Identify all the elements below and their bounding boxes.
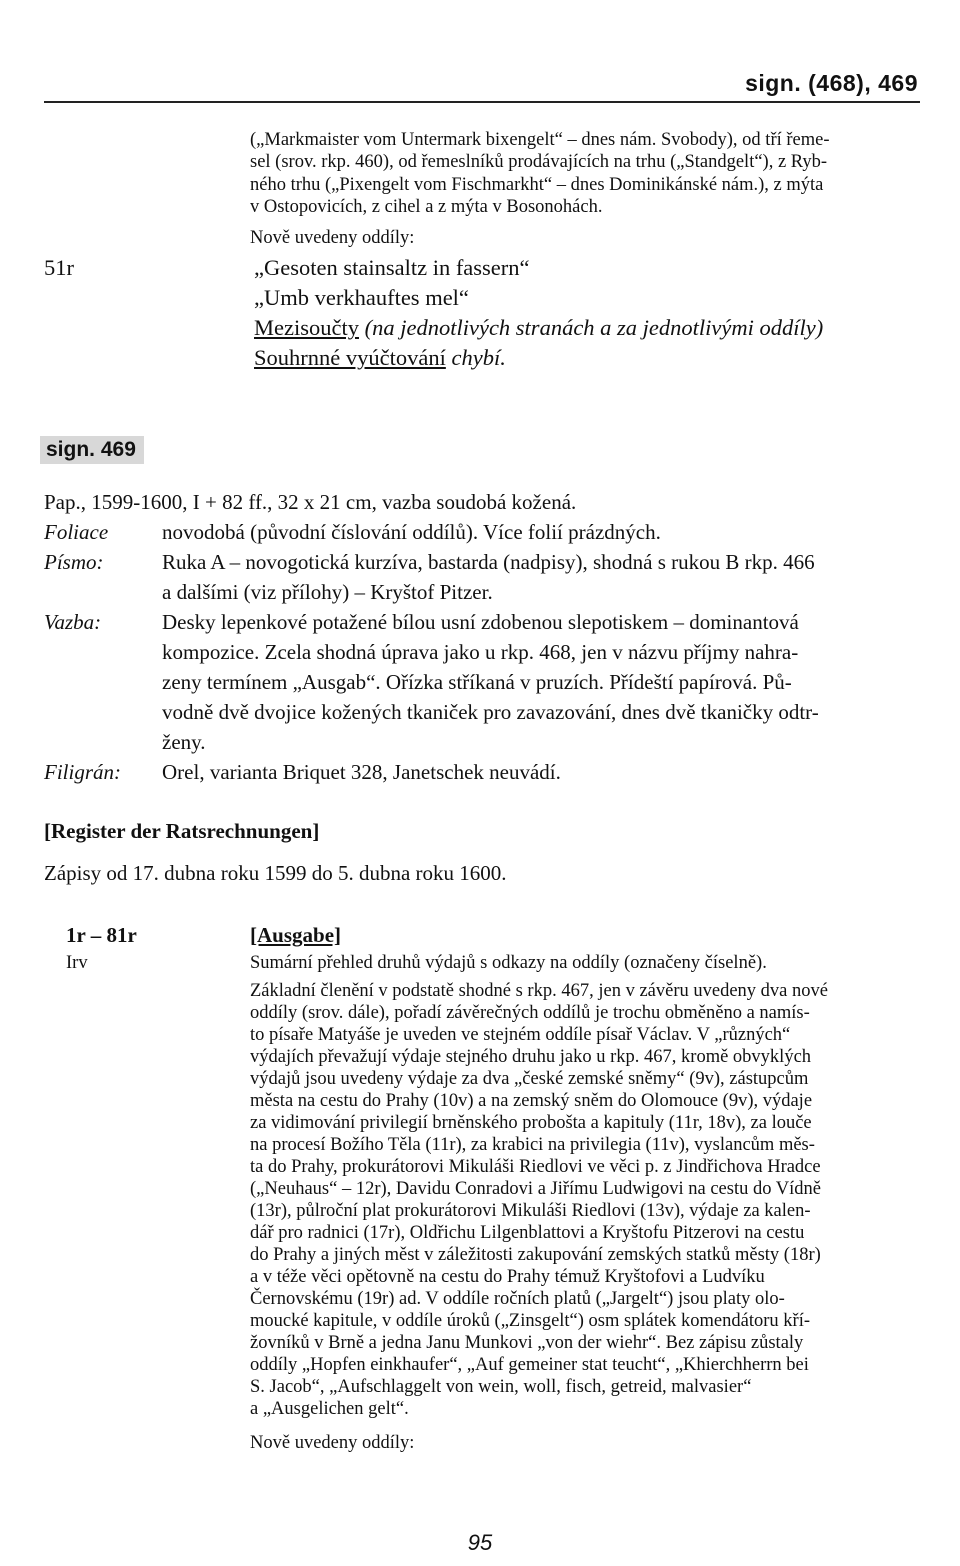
desc-text: Orel, varianta Briquet 328, Janetschek neuvádí. — [162, 760, 561, 784]
desc-label-pismo: Písmo: — [44, 550, 104, 574]
body-line: (13r), půlroční plat prokurátorovi Mikuláši Riedlovi (13v), výdaje za kalen- — [250, 1201, 811, 1221]
desc-text: novodobá (původní číslování oddílů). Více folií prázdných. — [162, 520, 661, 544]
pap-line: Pap., 1599-1600, I + 82 ff., 32 x 21 cm, vazba soudobá kožená. — [44, 490, 577, 514]
text-line: („Markmaister vom Untermark bixengelt“ – dnes nám. Svobody), od tří řeme- — [250, 130, 830, 150]
desc-label-vazba: Vazba: — [44, 610, 102, 634]
body-line: a „Ausgelichen gelt“. — [250, 1399, 409, 1419]
summary-line — [254, 343, 506, 372]
folio-ref: 51r — [44, 255, 74, 280]
section-entry: „Umb verkhauftes mel“ — [254, 285, 469, 310]
desc-label-foliace: Foliace — [44, 520, 109, 544]
body-line: a v téže věci opětovně na cestu do Prahy témuž Kryštofovi a Ludvíku — [250, 1267, 765, 1287]
page-header-title: sign. (468), 469 — [745, 70, 918, 96]
body-line: do Prahy a jiných měst v záležitosti zakupování zemských statků městy (18r) — [250, 1245, 821, 1265]
section-entry: „Gesoten stainsaltz in fassern“ — [254, 255, 530, 280]
body-line: výdajů jsou uvedeny výdaje za dva „české zemské sněmy“ (9v), zástupcům — [250, 1069, 809, 1089]
desc-text: zeny termínem „Ausgab“. Ořízka stříkaná v pruzích. Přídeští papírová. Pů- — [162, 670, 792, 694]
body-line: S. Jacob“, „Aufschlaggelt von wein, woll, fisch, getreid, malvasier“ — [250, 1377, 752, 1397]
desc-text: Ruka A – novogotická kurzíva, bastarda (nadpisy), shodná s rukou B rkp. 466 — [162, 550, 815, 574]
desc-text: Desky lepenkové potažené bílou usní zdobenou slepotiskem – dominantová — [162, 610, 799, 634]
body-line: na procesí Božího Těla (11r), za krabici na privilegia (11v), vyslancům měs- — [250, 1135, 815, 1155]
signature-badge: sign. 469 — [40, 436, 144, 464]
desc-label-filigran: Filigrán: — [44, 760, 121, 784]
body-line: za vidimování privilegií brněnského probošta a kapituly (11r, 18v), za louče — [250, 1113, 812, 1133]
subtotals-underlined: Mezisoučty — [254, 315, 359, 340]
text-line: ného trhu („Pixengelt vom Fischmarkht“ – dnes Dominikánské nám.), z mýta — [250, 175, 824, 195]
summary-note: chybí. — [445, 345, 506, 370]
body-line: výdajích převažují výdaje stejného druhu jako u rkp. 467, kromě obvyklých — [250, 1047, 812, 1067]
desc-text: kompozice. Zcela shodná úprava jako u rkp. 468, jen v názvu příjmy nahra- — [162, 640, 799, 664]
body-line: to písaře Matyáše je uveden ve stejném oddíle písař Václav. V „různých“ — [250, 1025, 791, 1045]
summary-underlined: Souhrnné vyúčtování — [254, 345, 446, 370]
body-line: žovníků v Brně a jedna Janu Munkovi „von der wiehr“. Bez zápisu zůstaly — [250, 1333, 804, 1353]
body-line: ta do Prahy, prokurátorovi Mikuláši Riedlovi ve věci p. z Jindřichova Hradce — [250, 1157, 821, 1177]
desc-text: a dalšími (viz přílohy) – Kryštof Pitzer. — [162, 580, 493, 604]
new-sections-label: Nově uvedeny oddíly: — [250, 1433, 415, 1453]
page-number: 95 — [467, 1530, 493, 1555]
register-title: [Register der Ratsrechnungen] — [44, 819, 320, 843]
folio-range: 1r – 81r — [66, 923, 137, 947]
folio-sub: Irv — [66, 953, 88, 973]
body-line: („Neuhaus“ – 12r), Davidu Conradovi a Jiřímu Ludwigovi na cestu do Vídně — [250, 1179, 821, 1199]
body-line: oddíly (srov. dále), pořadí závěrečných oddílů je trochu obměněno a namís- — [250, 1003, 810, 1023]
body-line: dář pro radnici (17r), Oldřichu Lilgenblattovi a Kryštofu Pitzerovi na cestu — [250, 1223, 805, 1243]
text-line: sel (srov. rkp. 460), od řemeslníků prodávajících na trhu („Standgelt“), z Ryb- — [250, 152, 828, 172]
desc-text: vodně dvě dvojice kožených tkaniček pro zavazování, dnes dvě tkaničky odtr- — [162, 700, 819, 724]
header-rule — [44, 101, 920, 103]
desc-text: ženy. — [162, 730, 206, 754]
body-line: oddíly „Hopfen einkhaufer“, „Auf gemeiner stat teucht“, „Khierchherrn bei — [250, 1355, 809, 1375]
body-line: města na cestu do Prahy (10v) a na zemský sněm do Olomouce (9v), výdaje — [250, 1091, 813, 1111]
text-line: v Ostopovicích, z cihel a z mýta v Bosonohách. — [250, 197, 603, 217]
subtotals-note: (na jednotlivých stranách a za jednotlivými oddíly) — [358, 315, 824, 340]
register-entries: Zápisy od 17. dubna roku 1599 do 5. dubna roku 1600. — [44, 861, 507, 885]
subtotals-line — [254, 313, 823, 342]
ausgabe-title: [Ausgabe] — [250, 923, 342, 947]
new-sections-label: Nově uvedeny oddíly: — [250, 228, 415, 248]
body-line: Černovskému (19r) ad. V oddíle ročních platů („Jargelt“) jsou platy olo- — [250, 1289, 785, 1309]
body-line: moucké kapitule, v oddíle úroků („Zinsgelt“) osm splátek komendátoru kří- — [250, 1311, 810, 1331]
body-line: Základní členění v podstatě shodné s rkp. 467, jen v závěru uvedeny dva nové — [250, 981, 828, 1001]
summary-line: Sumární přehled druhů výdajů s odkazy na oddíly (označeny číselně). — [250, 953, 767, 973]
